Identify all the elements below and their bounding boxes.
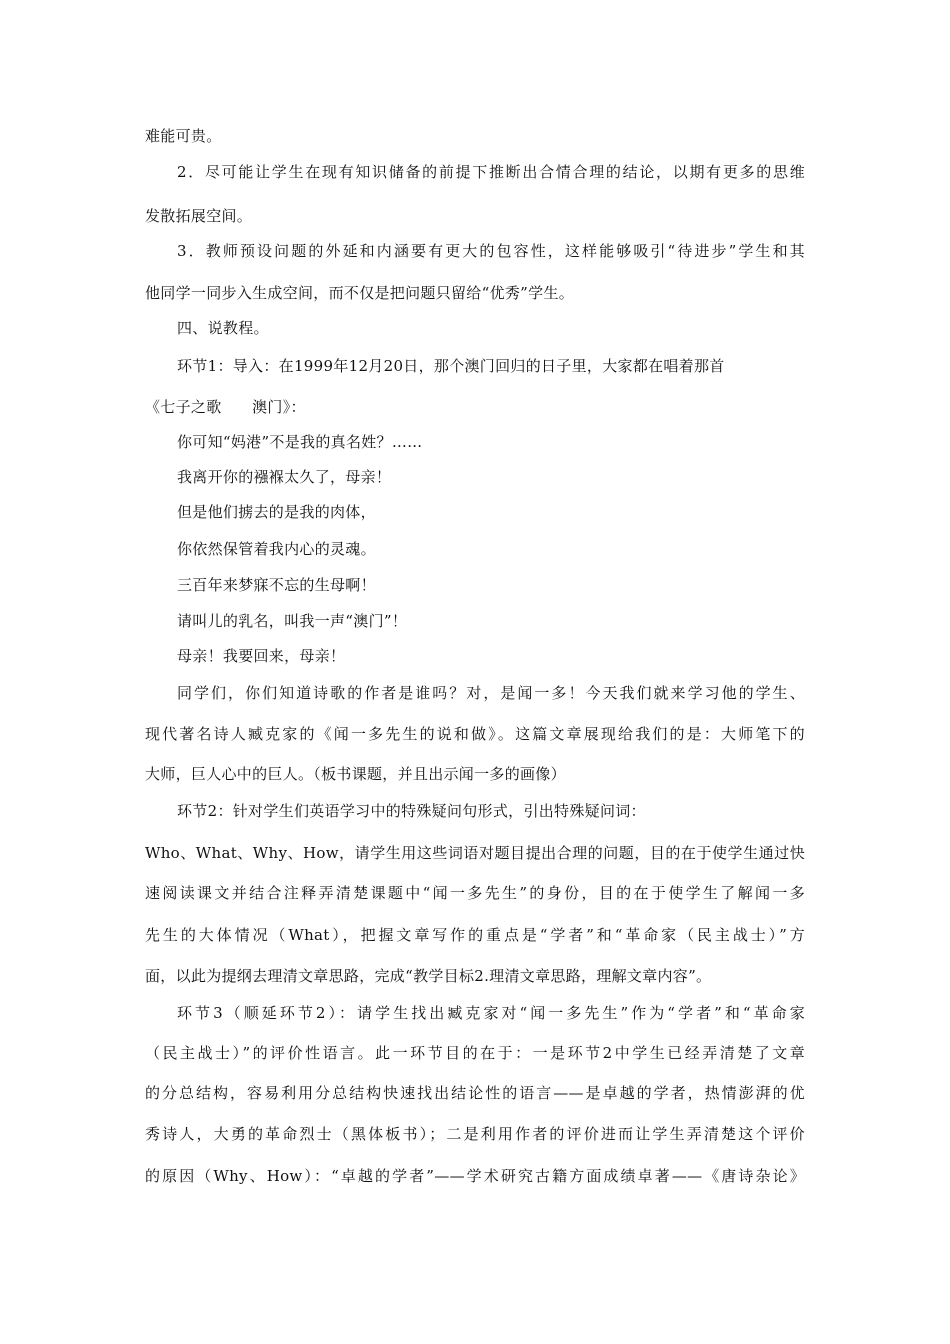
text-line: 大师，巨人心中的巨人。（板书课题，并且出示闻一多的画像） xyxy=(145,765,566,783)
text-line: 环节2：针对学生们英语学习中的特殊疑问句形式，引出特殊疑问词： xyxy=(177,802,646,820)
text-line: 2．尽可能让学生在现有知识储备的前提下推断出合情合理的结论，以期有更多的思维 xyxy=(177,163,805,181)
text-line: 他同学一同步入生成空间，而不仅是把问题只留给“优秀”学生。 xyxy=(145,284,575,302)
poem-line: 你依然保管着我内心的灵魂。 xyxy=(177,540,376,558)
text-line: 环节1：导入：在1999年12月20日，那个澳门回归的日子里，大家都在唱着那首 xyxy=(177,357,725,375)
text-line: 环节3（顺延环节2）：请学生找出臧克家对“闻一多先生”作为“学者”和“革命家 xyxy=(177,1004,805,1022)
text-line: 先生的大体情况（What），把握文章写作的重点是“学者”和“革命家（民主战士）”方 xyxy=(145,926,805,944)
poem-line: 我离开你的襁褓太久了，母亲！ xyxy=(177,468,392,486)
text-line: 《七子之歌 澳门》： xyxy=(145,398,306,416)
poem-line: 三百年来梦寐不忘的生母啊！ xyxy=(177,576,376,594)
text-line: 3．教师预设问题的外延和内涵要有更大的包容性，这样能够吸引“待进步”学生和其 xyxy=(177,242,805,260)
poem-line: 你可知“妈港”不是我的真名姓？…… xyxy=(177,433,423,451)
text-line: 发散拓展空间。 xyxy=(145,207,253,225)
poem-line: 但是他们掳去的是我的肉体， xyxy=(177,503,376,521)
text-line: （民主战士）”的评价性语言。此一环节目的在于：一是环节2中学生已经弄清楚了文章 xyxy=(145,1044,805,1062)
text-line: Who、What、Why、How，请学生用这些词语对题目提出合理的问题，目的在于使学生通过快 xyxy=(145,844,805,862)
text-line: 速阅读课文并结合注释弄清楚课题中“闻一多先生”的身份，目的在于使学生了解闻一多 xyxy=(145,884,805,902)
section-heading: 四、说教程。 xyxy=(177,319,269,337)
poem-line: 请叫儿的乳名，叫我一声“澳门”！ xyxy=(177,612,408,630)
text-line: 现代著名诗人臧克家的《闻一多先生的说和做》。这篇文章展现给我们的是：大师笔下的 xyxy=(145,725,805,743)
text-line: 同学们，你们知道诗歌的作者是谁吗？对，是闻一多！今天我们就来学习他的学生、 xyxy=(177,684,805,702)
text-line: 的原因（Why、How）：“卓越的学者”——学术研究古籍方面成绩卓著——《唐诗杂论》 xyxy=(145,1167,805,1185)
text-line: 难能可贵。 xyxy=(145,127,222,145)
text-line: 面，以此为提纲去理清文章思路，完成“教学目标2.理清文章思路，理解文章内容”。 xyxy=(145,967,712,985)
text-line: 秀诗人，大勇的革命烈士（黑体板书）；二是利用作者的评价进而让学生弄清楚这个评价 xyxy=(145,1125,805,1143)
poem-line: 母亲！我要回来，母亲！ xyxy=(177,647,346,665)
text-line: 的分总结构，容易利用分总结构快速找出结论性的语言——是卓越的学者，热情澎湃的优 xyxy=(145,1084,805,1102)
